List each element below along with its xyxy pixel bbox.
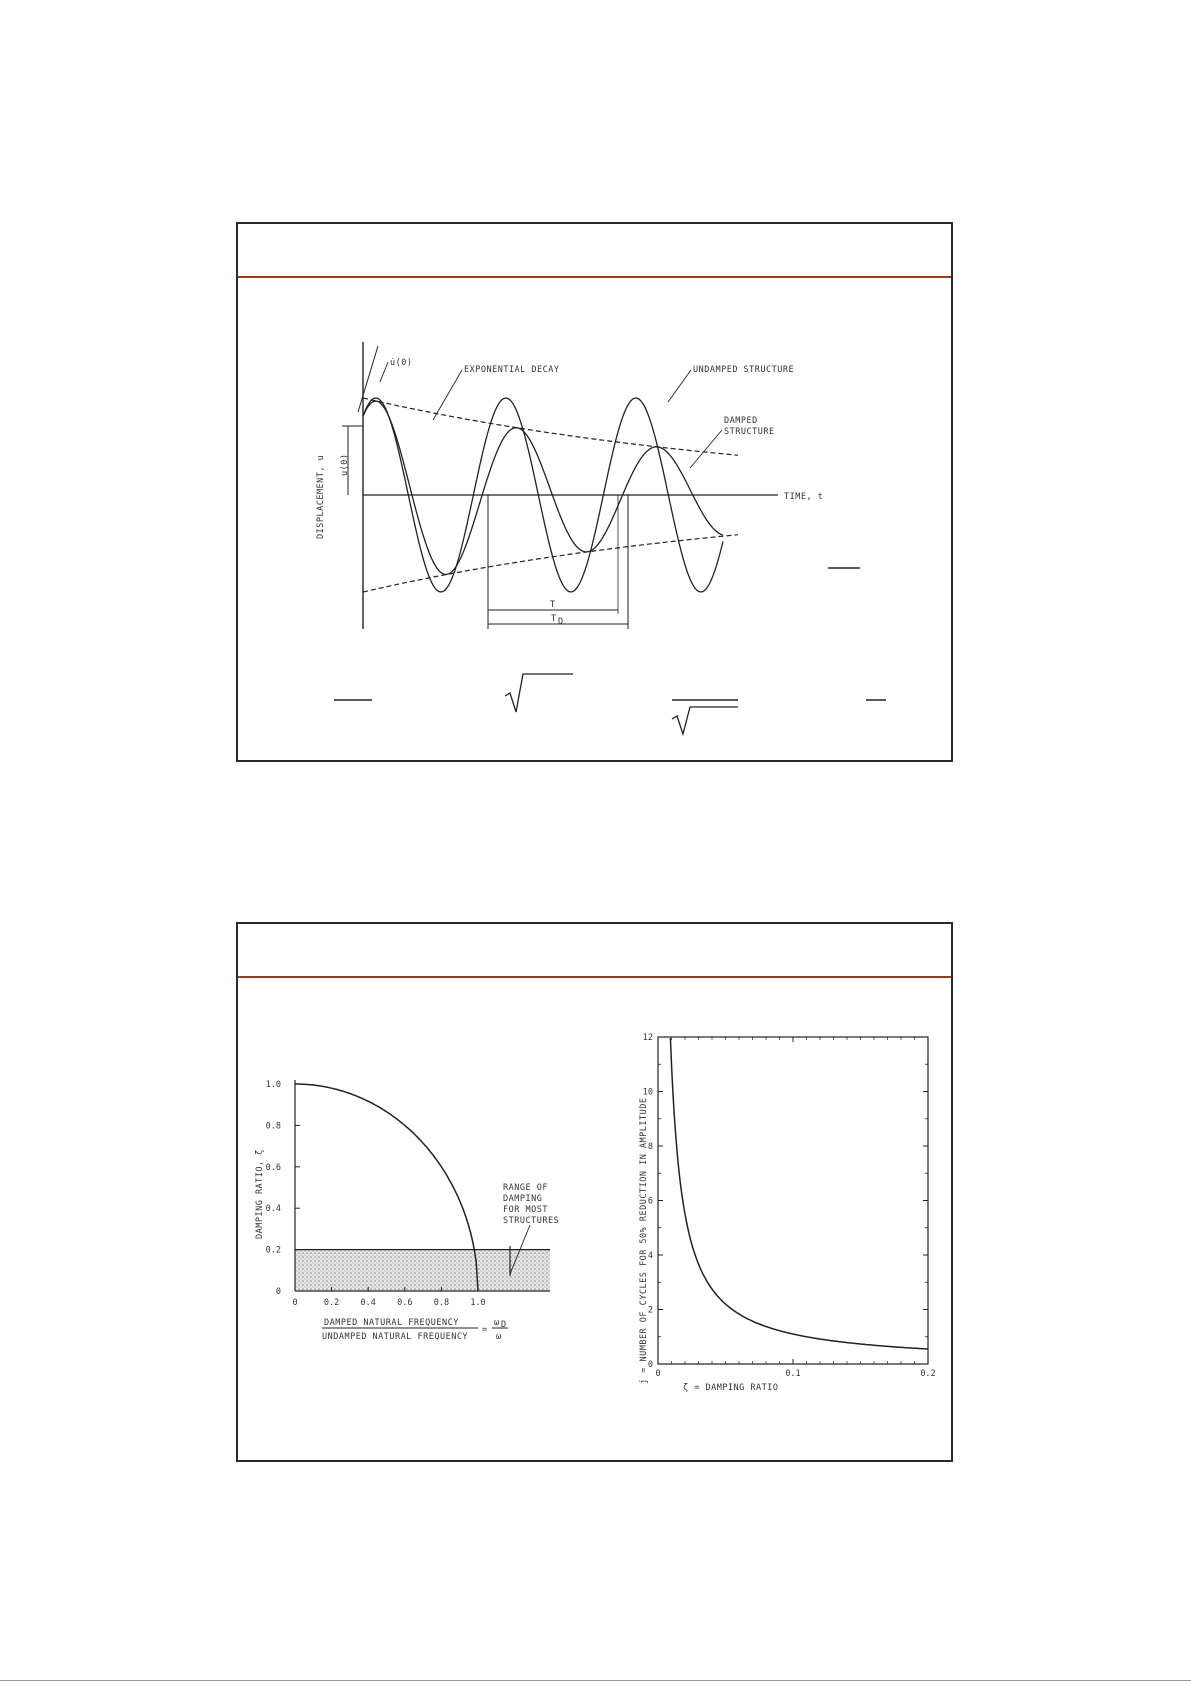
left-x-label-equals: = bbox=[482, 1325, 488, 1335]
upper-decay-envelope bbox=[363, 398, 738, 455]
annotation-line-2: DAMPING bbox=[503, 1194, 543, 1204]
left-y-tick-label: 0.4 bbox=[265, 1204, 281, 1215]
left-y-tick-label: 0.6 bbox=[265, 1162, 281, 1173]
left-x-tick-label: 0.6 bbox=[397, 1298, 413, 1308]
right-y-tick-label: 0 bbox=[647, 1360, 653, 1370]
u-dot-zero-label: u̇(0) bbox=[390, 358, 413, 368]
slide-2 bbox=[236, 922, 953, 1462]
damped-leader bbox=[690, 430, 722, 468]
displacement-axis-label: DISPLACEMENT, u bbox=[316, 454, 326, 539]
undamped-leader bbox=[668, 370, 691, 402]
page-bottom-rule bbox=[0, 1680, 1191, 1681]
damped-structure-label-1: DAMPED bbox=[724, 416, 758, 426]
period-td-label: T bbox=[551, 614, 557, 624]
initial-slope-line bbox=[358, 346, 378, 412]
damped-structure-label-2: STRUCTURE bbox=[724, 427, 775, 437]
right-y-tick-label: 2 bbox=[647, 1305, 653, 1316]
u-dot-zero-leader bbox=[380, 362, 388, 382]
left-x-label-omega: ω bbox=[496, 1332, 502, 1342]
damped-response-curve bbox=[363, 401, 723, 574]
left-x-label-numerator: DAMPED NATURAL FREQUENCY bbox=[324, 1318, 459, 1328]
annotation-line-4: STRUCTURES bbox=[503, 1216, 560, 1226]
annotation-line-1: RANGE OF bbox=[503, 1183, 548, 1193]
left-y-axis-label: DAMPING RATIO, ζ bbox=[255, 1149, 265, 1239]
annotation-line-3: FOR MOST bbox=[503, 1205, 548, 1215]
left-y-tick-label: 0.2 bbox=[265, 1245, 281, 1256]
period-td-sub: D bbox=[558, 617, 564, 627]
left-x-tick-label: 0.4 bbox=[360, 1298, 376, 1308]
left-x-tick-label: 1.0 bbox=[470, 1298, 486, 1308]
left-x-label-denominator: UNDAMPED NATURAL FREQUENCY bbox=[322, 1332, 469, 1342]
time-axis-label: TIME, t bbox=[784, 492, 824, 502]
right-y-axis-label: j = NUMBER OF CYCLES FOR 50% REDUCTION IN AMPLITUDE bbox=[639, 1097, 649, 1384]
cycles-curve bbox=[670, 1038, 928, 1349]
right-x-axis-label: ζ = DAMPING RATIO bbox=[683, 1383, 779, 1393]
cycles-vs-damping-chart bbox=[639, 1033, 936, 1393]
right-x-tick-label: 0.1 bbox=[785, 1369, 801, 1379]
u0-label: u(0) bbox=[340, 453, 350, 476]
exp-decay-leader bbox=[433, 370, 462, 420]
right-x-tick-label: 0.2 bbox=[920, 1369, 936, 1379]
equation-radical-1 bbox=[505, 674, 573, 712]
free-vibration-figure bbox=[238, 224, 955, 764]
left-y-tick-label: 1.0 bbox=[265, 1080, 281, 1090]
left-x-label-omega-d: ω bbox=[494, 1318, 500, 1328]
right-y-tick-label: 8 bbox=[647, 1142, 653, 1152]
exponential-decay-label: EXPONENTIAL DECAY bbox=[464, 365, 560, 375]
undamped-structure-label: UNDAMPED STRUCTURE bbox=[693, 365, 795, 375]
damping-ratio-vs-frequency-chart bbox=[255, 1080, 559, 1342]
equation-radical-2 bbox=[672, 707, 738, 734]
period-t-label: T bbox=[550, 600, 556, 610]
left-x-tick-label: 0.8 bbox=[433, 1298, 450, 1308]
left-y-tick-label: 0.8 bbox=[265, 1121, 281, 1132]
left-x-tick-label: 0 bbox=[292, 1298, 298, 1308]
slide-1 bbox=[236, 222, 953, 762]
right-x-tick-label: 0 bbox=[655, 1369, 661, 1379]
right-y-tick-label: 4 bbox=[647, 1251, 653, 1261]
right-y-tick-label: 10 bbox=[642, 1087, 653, 1098]
damping-charts bbox=[238, 924, 955, 1464]
left-x-tick-label: 0.2 bbox=[323, 1298, 340, 1308]
left-x-label-omega-d-sub: D bbox=[501, 1320, 507, 1330]
left-y-tick-label: 0 bbox=[275, 1287, 281, 1297]
right-chart-frame bbox=[658, 1037, 928, 1364]
right-y-tick-label: 6 bbox=[647, 1196, 653, 1207]
right-y-tick-label: 12 bbox=[642, 1033, 653, 1043]
